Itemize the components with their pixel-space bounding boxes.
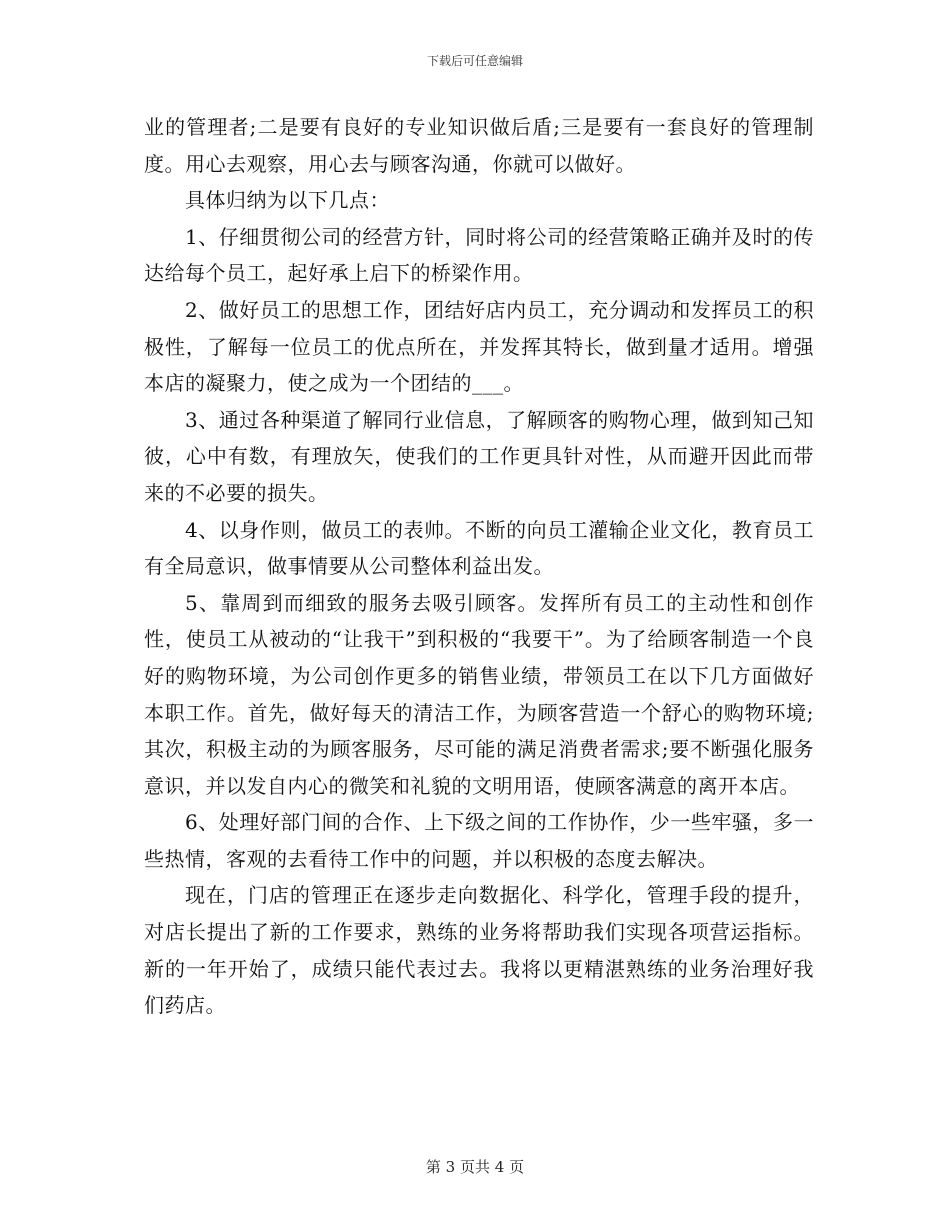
paragraph-8: 6、处理好部门间的合作、上下级之间的工作协作，少一些牢骚，多一些热情，客观的去看待工作中的问题，并以积极的态度去解决。 <box>144 810 814 871</box>
paragraph-5: 3、通过各种渠道了解同行业信息，了解顾客的购物心理，做到知己知彼，心中有数，有理放矢，使我们的工作更具针对性，从而避开因此而带来的不必要的损失。 <box>144 407 814 505</box>
document-body <box>144 109 814 1024</box>
paragraph-2: 具体归纳为以下几点： <box>185 188 390 213</box>
page-header: 下载后可任意编辑 <box>426 54 523 68</box>
paragraph-4: 2、做好员工的思想工作，团结好店内员工，充分调动和发挥员工的积极性，了解每一位员工的优点所在，并发挥其特长，做到量才适用。增强本店的凝聚力，使之成为一个团结的___。 <box>144 297 814 396</box>
page-number: 第 3 页共 4 页 <box>425 1158 525 1176</box>
paragraph-9: 现在，门店的管理正在逐步走向数据化、科学化，管理手段的提升，对店长提出了新的工作要求，熟练的业务将帮助我们实现各项营运指标。新的一年开始了，成绩只能代表过去。我将以更精湛熟练的业务治理好我们药店。 <box>144 883 814 1018</box>
paragraph-7: 5、靠周到而细致的服务去吸引顾客。发挥所有员工的主动性和创作性，使员工从被动的“让我干”到积极的“我要干”。为了给顾客制造一个良好的购物环境，为公司创作更多的销售业绩，带领员工在以下几方面做好本职工作。首先，做好每天的清洁工作，为顾客营造一个舒心的购物环境;其次，积极主动的为顾客服务，尽可能的满足消费者需求;要不断强化服务意识，并以发自内心的微笑和礼貌的文明用语，使顾客满意的离开本店。 <box>144 590 814 798</box>
paragraph-3: 1、仔细贯彻公司的经营方针，同时将公司的经营策略正确并及时的传达给每个员工，起好承上启下的桥梁作用。 <box>144 224 814 286</box>
paragraph-6: 4、以身作则，做员工的表帅。不断的向员工灌输企业文化，教育员工有全局意识，做事情要从公司整体利益出发。 <box>144 517 814 579</box>
paragraph-1: 业的管理者;二是要有良好的专业知识做后盾;三是要有一套良好的管理制度。用心去观察，用心去与顾客沟通，你就可以做好。 <box>144 115 814 176</box>
